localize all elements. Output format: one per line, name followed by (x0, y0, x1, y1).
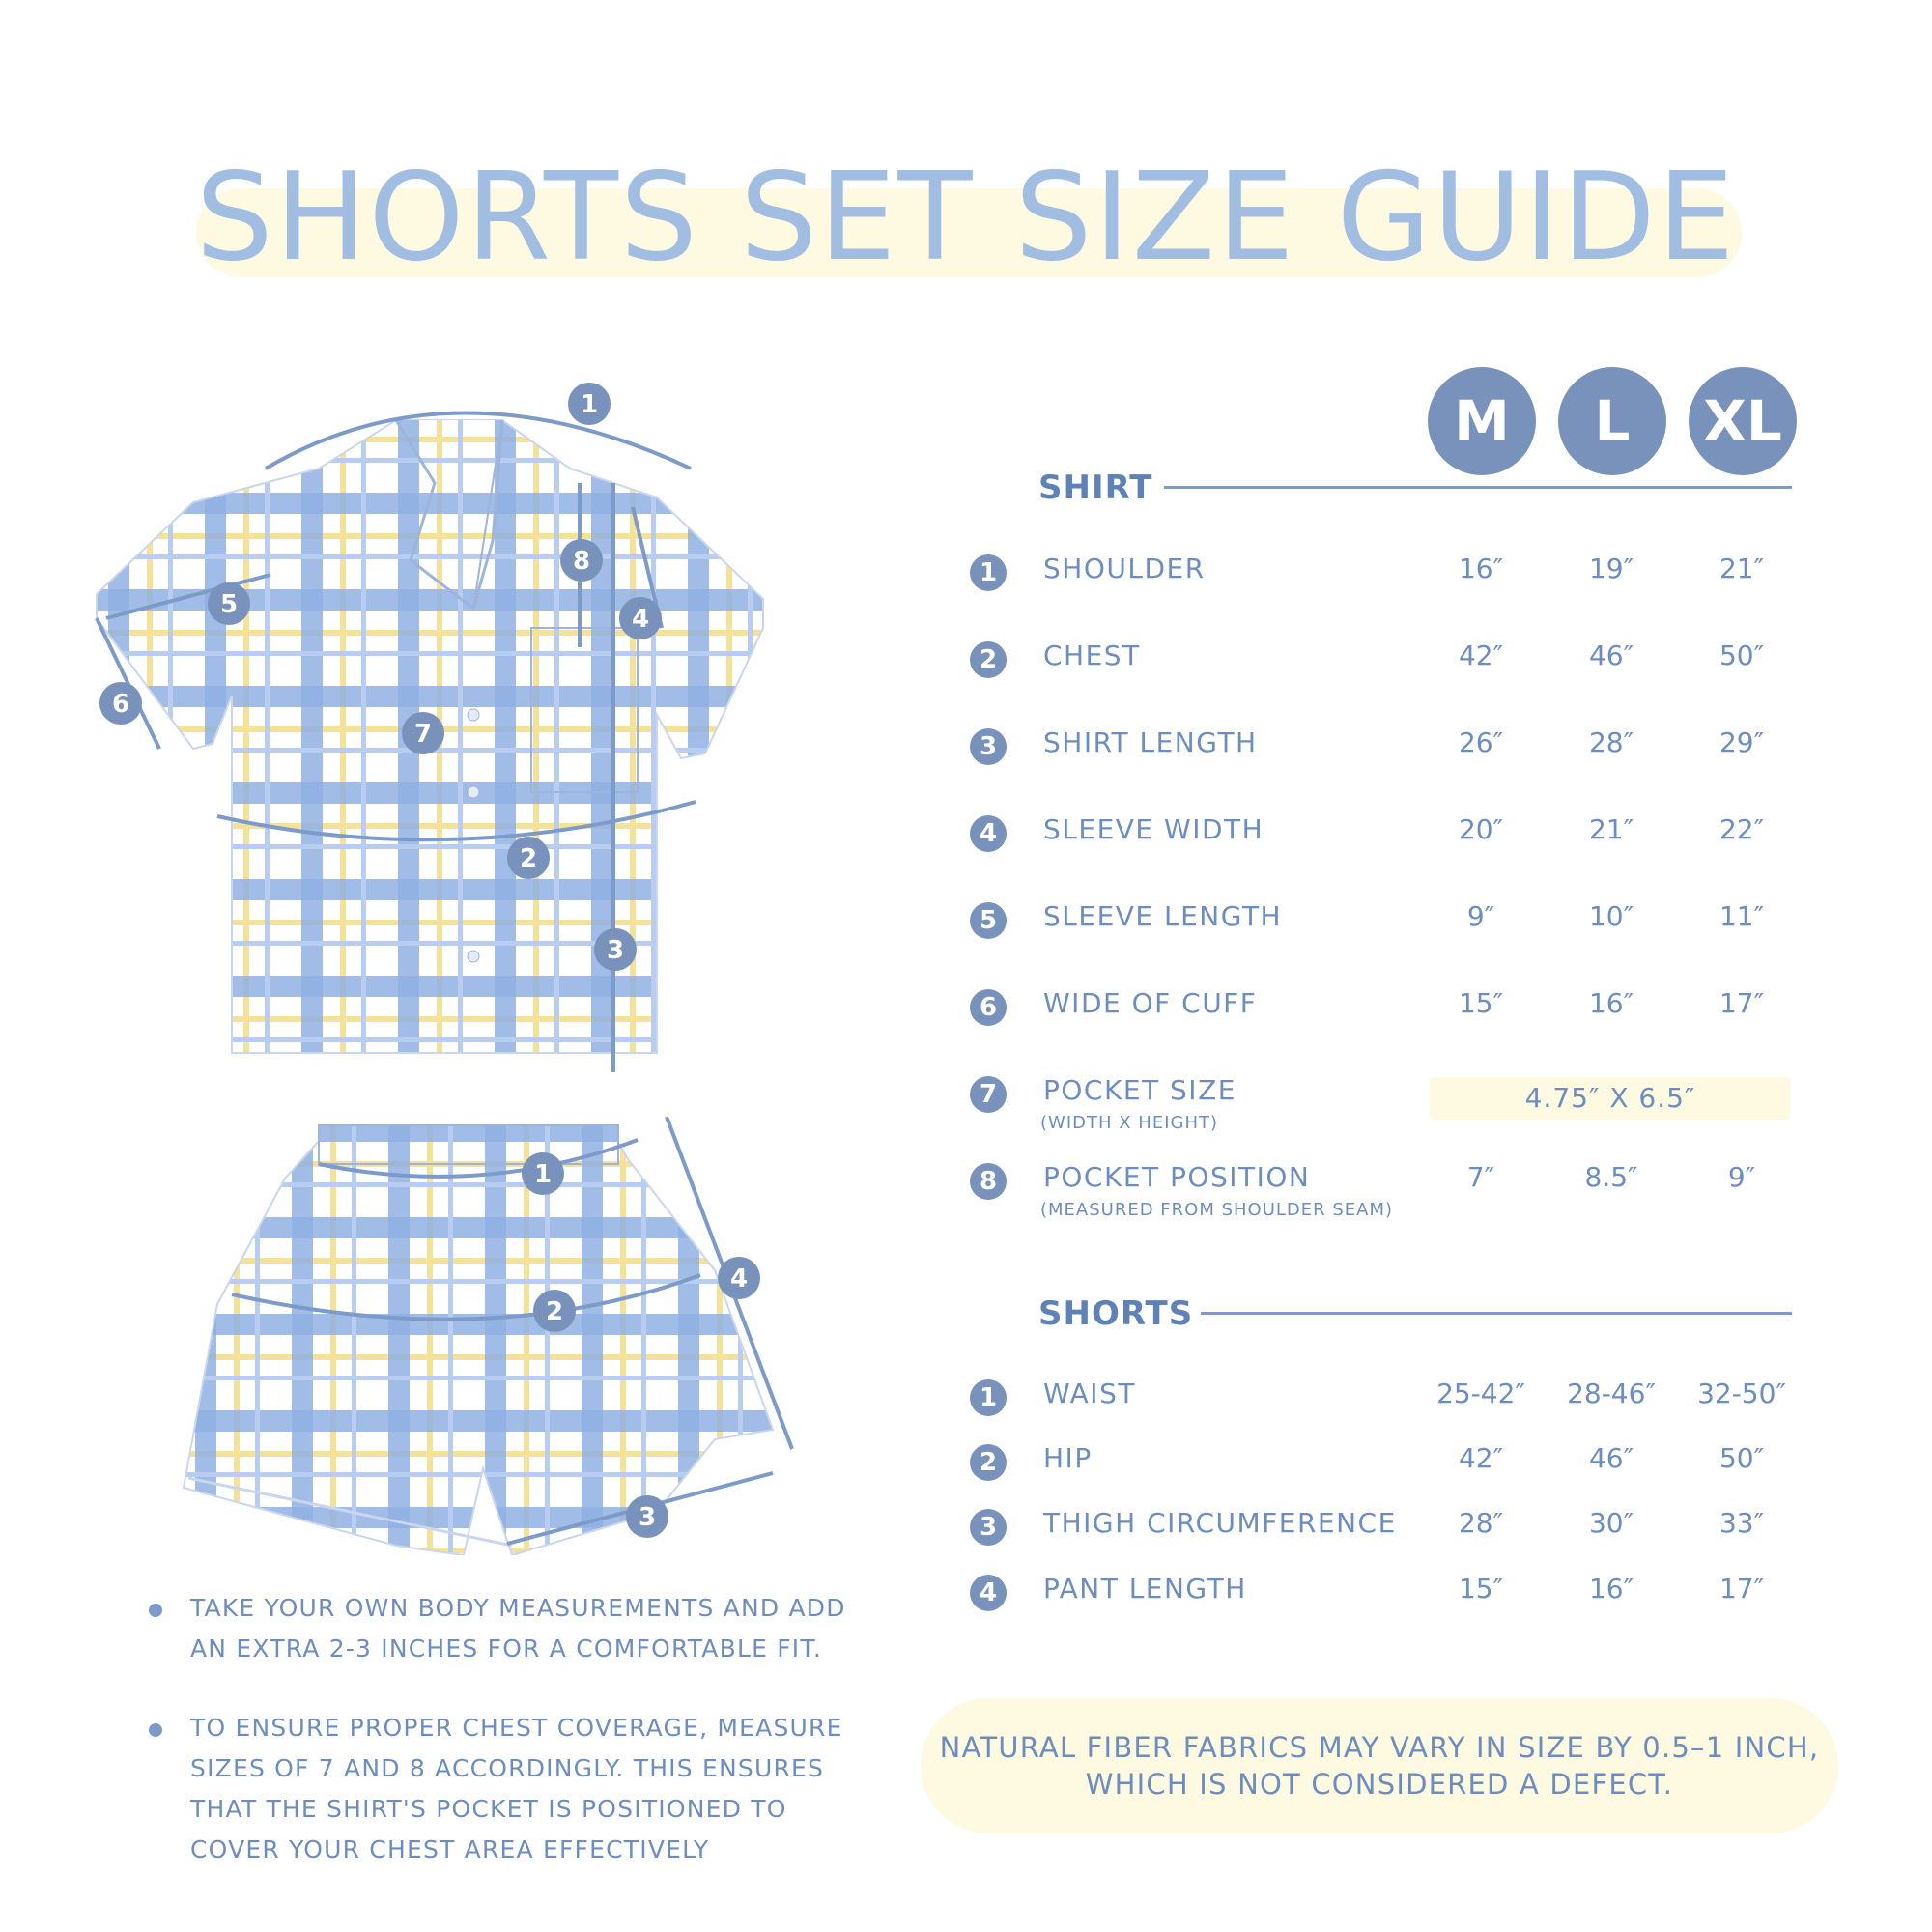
shirt-row-label: SHOULDER (1043, 553, 1206, 584)
shorts-value-l: 28-46″ (1567, 1378, 1656, 1409)
shirt-value-xl: 29″ (1719, 726, 1765, 758)
shirt-value-l: 46″ (1588, 639, 1634, 671)
shirt-row-span-value: 4.75″ X 6.5″ (1430, 1077, 1791, 1120)
shirt-illustration (87, 377, 860, 1082)
size-m-badge: M (1428, 367, 1536, 475)
shorts-value-m: 25-42″ (1436, 1378, 1525, 1409)
shirt-row-label: POCKET POSITION (1043, 1161, 1311, 1193)
shirt-value-xl: 9″ (1727, 1161, 1756, 1193)
shirt-value-l: 19″ (1588, 553, 1634, 584)
shirt-heading: SHIRT (1038, 469, 1153, 507)
shorts-row-label: HIP (1043, 1442, 1093, 1474)
shirt-marker-8: 8 (572, 547, 591, 576)
shorts-marker-3: 4 (729, 1264, 749, 1293)
shirt-value-l: 10″ (1588, 900, 1634, 932)
shirt-row-label: SHIRT LENGTH (1043, 726, 1258, 758)
shirt-value-m: 42″ (1458, 639, 1504, 671)
shorts-value-l: 16″ (1588, 1573, 1634, 1605)
shorts-value-l: 30″ (1588, 1507, 1634, 1539)
shirt-row-number: 8 (970, 1163, 1007, 1200)
shirt-row-number: 6 (970, 989, 1007, 1026)
shorts-row-number: 1 (970, 1379, 1007, 1416)
shirt-marker-7: 7 (413, 720, 433, 749)
shirt-row-number: 3 (970, 728, 1007, 765)
shorts-row-label: WAIST (1043, 1378, 1136, 1409)
shirt-value-m: 7″ (1466, 1161, 1495, 1193)
shorts-value-m: 42″ (1458, 1442, 1504, 1474)
shirt-row-sublabel: (MEASURED FROM SHOULDER SEAM) (1040, 1200, 1394, 1220)
size-l-badge: L (1558, 367, 1666, 475)
note-bullet (149, 1723, 162, 1737)
shorts-row-label: THIGH CIRCUMFERENCE (1043, 1507, 1397, 1539)
shirt-marker-4: 4 (631, 605, 650, 634)
page-title: SHORTS SET SIZE GUIDE (195, 146, 1737, 288)
shirt-marker-3: 3 (606, 936, 625, 965)
shorts-rule (1201, 1312, 1792, 1315)
shorts-value-m: 15″ (1458, 1573, 1504, 1605)
shirt-value-l: 8.5″ (1584, 1161, 1638, 1193)
shorts-row-number: 4 (970, 1575, 1007, 1611)
shirt-row-number: 1 (970, 554, 1007, 591)
shirt-value-l: 21″ (1588, 813, 1634, 845)
shirt-value-l: 16″ (1588, 987, 1634, 1019)
shirt-marker-6: 6 (111, 690, 130, 719)
shirt-marker-1: 1 (580, 390, 599, 419)
shorts-row-label: PANT LENGTH (1043, 1573, 1247, 1605)
shirt-value-m: 9″ (1466, 900, 1495, 932)
note-2: TO ENSURE PROPER CHEST COVERAGE, MEASURE SIZES OF 7 AND 8 ACCORDINGLY. THIS ENSURES THAT THE SHIRT'S POCKET IS POSITIONED TO COVER YOUR CHEST AREA EFFECTIVELY (190, 1714, 843, 1863)
shirt-value-m: 16″ (1458, 553, 1504, 584)
shorts-value-xl: 50″ (1719, 1442, 1765, 1474)
shorts-marker-1: 1 (533, 1160, 553, 1189)
shirt-row-label: POCKET SIZE (1043, 1074, 1236, 1106)
shirt-value-m: 26″ (1458, 726, 1504, 758)
shirt-value-xl: 17″ (1719, 987, 1765, 1019)
shorts-value-l: 46″ (1588, 1442, 1634, 1474)
shirt-rule (1164, 486, 1792, 489)
shirt-value-m: 15″ (1458, 987, 1504, 1019)
shirt-marker-5: 5 (219, 590, 239, 619)
shorts-heading: SHORTS (1038, 1294, 1194, 1333)
shirt-value-xl: 22″ (1719, 813, 1765, 845)
shirt-value-xl: 50″ (1719, 639, 1765, 671)
shirt-row-label: SLEEVE WIDTH (1043, 813, 1264, 845)
shorts-value-xl: 17″ (1719, 1573, 1765, 1605)
disclaimer-text: NATURAL FIBER FABRICS MAY VARY IN SIZE BY 0.5–1 INCH, WHICH IS NOT CONSIDERED A DEFECT. (939, 1731, 1820, 1801)
shirt-row-number: 7 (970, 1076, 1007, 1113)
shorts-marker-2: 2 (545, 1297, 564, 1326)
shorts-value-xl: 32-50″ (1697, 1378, 1786, 1409)
shirt-row-label: SLEEVE LENGTH (1043, 900, 1283, 932)
shorts-row-number: 2 (970, 1444, 1007, 1481)
shorts-value-xl: 33″ (1719, 1507, 1765, 1539)
shirt-value-l: 28″ (1588, 726, 1634, 758)
shirt-row-label: WIDE OF CUFF (1043, 987, 1258, 1019)
shorts-marker-4: 3 (638, 1503, 657, 1532)
shirt-value-xl: 11″ (1719, 900, 1765, 932)
shirt-marker-2: 2 (519, 844, 538, 873)
shirt-row-number: 4 (970, 815, 1007, 852)
note-1: TAKE YOUR OWN BODY MEASUREMENTS AND ADD AN EXTRA 2-3 INCHES FOR A COMFORTABLE FIT. (190, 1594, 846, 1662)
size-xl-badge: XL (1689, 367, 1797, 475)
note-bullet (149, 1604, 162, 1617)
shorts-row-number: 3 (970, 1509, 1007, 1546)
shirt-row-label: CHEST (1043, 639, 1141, 671)
shirt-row-sublabel: (WIDTH X HEIGHT) (1040, 1113, 1219, 1133)
shorts-illustration (174, 1101, 811, 1555)
shorts-value-m: 28″ (1458, 1507, 1504, 1539)
shirt-row-number: 5 (970, 902, 1007, 939)
shirt-value-xl: 21″ (1719, 553, 1765, 584)
shirt-row-number: 2 (970, 641, 1007, 678)
shirt-value-m: 20″ (1458, 813, 1504, 845)
